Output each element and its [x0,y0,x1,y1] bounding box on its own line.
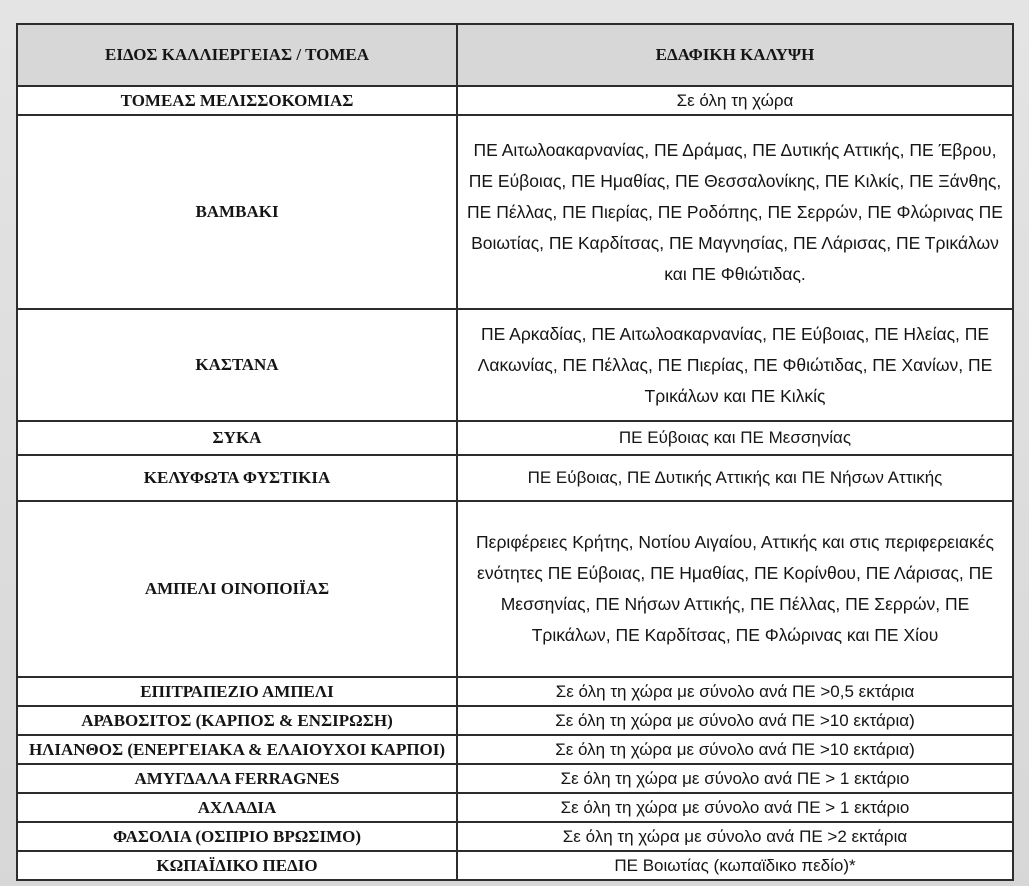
crop-cell: ΑΜΥΓΔΑΛΑ FERRAGNES [17,764,457,793]
table-row [17,115,1013,309]
coverage-cell: Σε όλη τη χώρα με σύνολο ανά ΠΕ > 1 εκτάριο [457,793,1013,822]
table-row [17,735,1013,764]
table-body [17,86,1013,880]
coverage-cell: Σε όλη τη χώρα με σύνολο ανά ΠΕ >10 εκτάρια) [457,706,1013,735]
table-row [17,822,1013,851]
crop-cell: ΚΩΠΑΪΔΙΚΟ ΠΕΔΙΟ [17,851,457,880]
table-row [17,851,1013,880]
crop-cell: ΚΕΛΥΦΩΤΑ ΦΥΣΤΙΚΙΑ [17,455,457,501]
coverage-cell: ΠΕ Αιτωλοακαρνανίας, ΠΕ Δράμας, ΠΕ Δυτικής Αττικής, ΠΕ Έβρου, ΠΕ Εύβοιας, ΠΕ Ημαθίας, ΠΕ Θεσσαλονίκης, ΠΕ Κιλκίς, ΠΕ Ξάνθης, ΠΕ Πέλλας, ΠΕ Πιερίας, ΠΕ Ροδόπης, ΠΕ Σερρών, ΠΕ Φλώρινας ΠΕ Βοιωτίας, ΠΕ Καρδίτσας, ΠΕ Μαγνησίας, ΠΕ Λάρισας, ΠΕ Τρικάλων και ΠΕ Φθιώτιδας. [457,115,1013,309]
coverage-cell: Σε όλη τη χώρα με σύνολο ανά ΠΕ >2 εκτάρια [457,822,1013,851]
table-row [17,501,1013,677]
table-row [17,764,1013,793]
coverage-cell: Σε όλη τη χώρα [457,86,1013,115]
crop-cell: ΕΠΙΤΡΑΠΕΖΙΟ ΑΜΠΕΛΙ [17,677,457,706]
crop-cell: ΒΑΜΒΑΚΙ [17,115,457,309]
crop-cell: ΑΡΑΒΟΣΙΤΟΣ (ΚΑΡΠΟΣ & ΕΝΣΙΡΩΣΗ) [17,706,457,735]
table-row [17,421,1013,455]
table-row [17,677,1013,706]
coverage-cell: ΠΕ Εύβοιας, ΠΕ Δυτικής Αττικής και ΠΕ Νήσων Αττικής [457,455,1013,501]
coverage-cell: Περιφέρειες Κρήτης, Νοτίου Αιγαίου, Αττικής και στις περιφερειακές ενότητες ΠΕ Εύβοιας, ΠΕ Ημαθίας, ΠΕ Κορίνθου, ΠΕ Λάρισας, ΠΕ Μεσσηνίας, ΠΕ Νήσων Αττικής, ΠΕ Πέλλας, ΠΕ Σερρών, ΠΕ Τρικάλων, ΠΕ Καρδίτσας, ΠΕ Φλώρινας και ΠΕ Χίου [457,501,1013,677]
crop-cell: ΤΟΜΕΑΣ ΜΕΛΙΣΣΟΚΟΜΙΑΣ [17,86,457,115]
coverage-cell: Σε όλη τη χώρα με σύνολο ανά ΠΕ > 1 εκτάριο [457,764,1013,793]
crop-cell: ΑΧΛΑΔΙΑ [17,793,457,822]
table-row [17,309,1013,421]
header-crop-type: ΕΙΔΟΣ ΚΑΛΛΙΕΡΓΕΙΑΣ / ΤΟΜΕΑ [17,24,457,86]
crop-cell: ΚΑΣΤΑΝΑ [17,309,457,421]
crop-coverage-table [16,23,1014,881]
header-coverage: ΕΔΑΦΙΚΗ ΚΑΛΥΨΗ [457,24,1013,86]
header-row [17,24,1013,86]
coverage-cell: Σε όλη τη χώρα με σύνολο ανά ΠΕ >0,5 εκτάρια [457,677,1013,706]
table-row [17,455,1013,501]
crop-cell: ΑΜΠΕΛΙ ΟΙΝΟΠΟΙΪΑΣ [17,501,457,677]
coverage-cell: ΠΕ Αρκαδίας, ΠΕ Αιτωλοακαρνανίας, ΠΕ Εύβοιας, ΠΕ Ηλείας, ΠΕ Λακωνίας, ΠΕ Πέλλας, ΠΕ Πιερίας, ΠΕ Φθιώτιδας, ΠΕ Χανίων, ΠΕ Τρικάλων και ΠΕ Κιλκίς [457,309,1013,421]
crop-cell: ΣΥΚΑ [17,421,457,455]
coverage-cell: Σε όλη τη χώρα με σύνολο ανά ΠΕ >10 εκτάρια) [457,735,1013,764]
table-row [17,86,1013,115]
crop-cell: ΦΑΣΟΛΙΑ (ΟΣΠΡΙΟ ΒΡΩΣΙΜΟ) [17,822,457,851]
coverage-cell: ΠΕ Βοιωτίας (κωπαϊδικο πεδίο)* [457,851,1013,880]
table-row [17,793,1013,822]
crop-cell: ΗΛΙΑΝΘΟΣ (ΕΝΕΡΓΕΙΑΚΑ & ΕΛΑΙΟΥΧΟΙ ΚΑΡΠΟΙ) [17,735,457,764]
table-header [17,24,1013,86]
table-row [17,706,1013,735]
coverage-cell: ΠΕ Εύβοιας και ΠΕ Μεσσηνίας [457,421,1013,455]
